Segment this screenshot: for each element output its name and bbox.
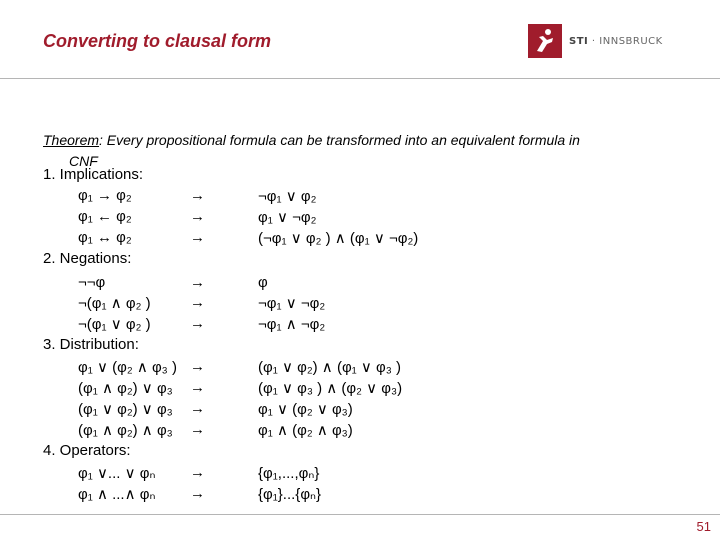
rule-row [0,464,720,485]
rule-row [0,400,720,421]
rule-row [0,379,720,400]
sti-logo-icon [528,24,562,58]
rule-lhs: φ₁ ∧ ...∧ φₙ [78,486,156,503]
rewrite-arrow: → [190,358,205,375]
header-divider [0,78,720,79]
rewrite-arrow: → [190,294,205,311]
rule-lhs: φ₁ ↔ φ₂ [78,229,132,246]
rule-lhs: ¬(φ₁ ∧ φ₂ ) [78,295,151,312]
rewrite-arrow: → [190,315,205,332]
logo-city: INNSBRUCK [599,35,663,47]
theorem-text: : Every propositional formula can be transformed into an equivalent formula in [99,132,580,148]
logo-separator: · [588,35,600,47]
section-heading-negations: 2. Negations: [43,250,132,267]
rule-row [0,187,720,208]
rule-rhs: (¬φ₁ ∨ φ₂ ) ∧ (φ₁ ∨ ¬φ₂) [258,230,419,247]
rule-lhs: φ₁ ∨... ∨ φₙ [78,465,156,482]
section-heading-distribution: 3. Distribution: [43,336,139,353]
rule-rhs: {φ₁}...{φₙ} [258,486,322,503]
rule-rhs: φ₁ ∨ ¬φ₂ [258,209,317,226]
rule-rhs: {φ₁,...,φₙ} [258,465,320,482]
rule-rhs: φ₁ ∨ (φ₂ ∨ φ₃) [258,401,353,418]
rule-lhs: φ₁ ∨ (φ₂ ∧ φ₃ ) [78,359,177,376]
rule-lhs: φ₁ → φ₂ [78,187,132,204]
rewrite-arrow: → [190,379,205,396]
rule-row [0,294,720,315]
theorem-continuation: CNF [69,153,98,169]
rewrite-arrow: → [190,187,205,204]
rule-rhs: (φ₁ ∨ φ₂) ∧ (φ₁ ∨ φ₃ ) [258,359,402,376]
page-number: 51 [696,519,711,534]
rewrite-arrow: → [190,208,205,225]
rule-rhs: (φ₁ ∨ φ₃ ) ∧ (φ₂ ∨ φ₃) [258,380,403,397]
section-heading-operators: 4. Operators: [43,442,131,459]
rule-row [0,274,720,295]
rule-lhs: (φ₁ ∧ φ₂) ∨ φ₃ [78,380,173,397]
rewrite-arrow: → [190,464,205,481]
rule-row [0,315,720,336]
rule-lhs: (φ₁ ∧ φ₂) ∧ φ₃ [78,422,173,439]
slide-title: Converting to clausal form [43,31,272,51]
rule-lhs: ¬¬φ [78,274,106,291]
theorem-label: Theorem [43,132,100,148]
rewrite-arrow: → [190,400,205,417]
rule-row [0,485,720,506]
section-heading-implications: 1. Implications: [43,166,144,183]
rule-rhs: ¬φ₁ ∨ ¬φ₂ [258,295,326,312]
rewrite-arrow: → [190,274,205,291]
rewrite-arrow: → [190,229,205,246]
rewrite-arrow: → [190,485,205,502]
theorem-statement [43,130,580,151]
rule-rhs: ¬φ₁ ∧ ¬φ₂ [258,316,326,333]
rule-rhs: ¬φ₁ ∨ φ₂ [258,188,317,205]
footer-divider [0,514,720,515]
rewrite-arrow: → [190,421,205,438]
rule-lhs: φ₁ ← φ₂ [78,208,132,225]
rule-row [0,208,720,229]
rule-lhs: (φ₁ ∨ φ₂) ∨ φ₃ [78,401,173,418]
rule-row [0,358,720,379]
logo-brand: STI [569,35,589,47]
rule-rhs: φ [258,274,268,291]
rule-row [0,421,720,442]
rule-rhs: φ₁ ∧ (φ₂ ∧ φ₃) [258,422,353,439]
logo-wordmark [569,36,663,47]
rule-lhs: ¬(φ₁ ∨ φ₂ ) [78,316,151,333]
sti-innsbruck-logo [528,24,663,58]
rule-row [0,229,720,250]
